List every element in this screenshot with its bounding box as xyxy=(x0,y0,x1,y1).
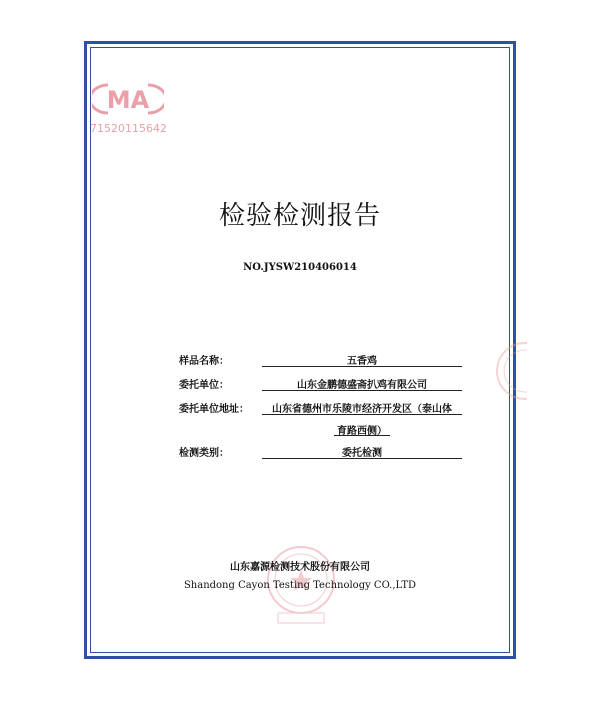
client-underline xyxy=(262,390,462,391)
test-category-underline xyxy=(262,458,462,459)
client-address-value: 山东省德州市乐陵市经济开发区（泰山体 xyxy=(272,404,452,415)
client-value: 山东金鹏德盛斋扒鸡有限公司 xyxy=(297,380,427,391)
client-address-value-line2: 育路西侧） xyxy=(337,426,387,437)
page-title: 检验检测报告 xyxy=(218,201,381,231)
sample-name-value: 五香鸡 xyxy=(347,356,377,367)
sample-name-underline xyxy=(262,366,462,367)
test-category-value: 委托检测 xyxy=(342,448,382,459)
report-number: NO.JYSW210406014 xyxy=(243,262,357,273)
issuer-name-en: Shandong Cayon Testing Technology CO.,LTD xyxy=(183,580,417,591)
cma-certificate-number: 71520115642 xyxy=(90,122,167,135)
client-address-underline xyxy=(262,414,462,415)
cma-certification-logo xyxy=(92,79,164,119)
client-address-underline-2 xyxy=(334,435,390,436)
cma-logo-text: MA xyxy=(106,86,150,114)
sample-name-label: 样品名称： xyxy=(179,356,229,367)
client-label: 委托单位： xyxy=(179,380,229,391)
issuer-name-cn: 山东嘉源检测技术股份有限公司 xyxy=(230,562,370,573)
test-category-label: 检测类别： xyxy=(179,448,229,459)
partial-seal-stamp xyxy=(487,336,527,406)
client-address-label: 委托单位地址： xyxy=(179,404,249,415)
